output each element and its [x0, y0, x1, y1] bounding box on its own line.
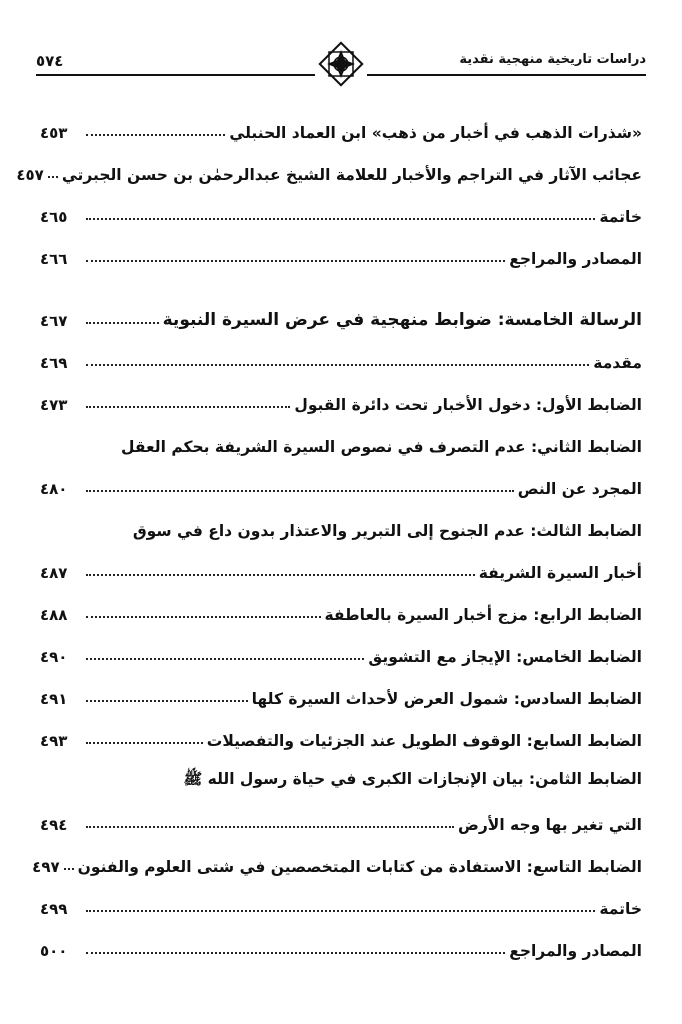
toc-entry-title: مقدمة	[593, 354, 642, 372]
toc-entry[interactable]	[16, 154, 642, 184]
toc-entry-page: ٤٨٠	[40, 480, 68, 498]
toc-entry-title: المصادر والمراجع	[509, 250, 642, 268]
running-title: دراسات تاريخية منهجية نقدية	[459, 52, 646, 67]
toc-entry[interactable]	[40, 594, 642, 624]
dot-leader	[86, 952, 505, 954]
dot-leader	[86, 322, 159, 324]
toc-entry-title: خاتمة	[599, 208, 642, 226]
dot-leader	[86, 490, 514, 492]
toc-entry-page: ٤٦٦	[40, 250, 68, 268]
dot-leader	[86, 574, 475, 576]
toc-entry[interactable]	[40, 720, 642, 750]
dot-leader	[86, 218, 595, 220]
section-gap	[40, 280, 642, 300]
toc-entry-title: الضابط السابع: الوقوف الطويل عند الجزئيات والتفصيلات	[206, 732, 642, 750]
toc-entry-title: الرسالة الخامسة: ضوابط منهجية في عرض السيرة النبوية	[162, 310, 642, 330]
toc-entry-page: ٤٦٩	[40, 354, 68, 372]
toc-entry[interactable]	[40, 678, 642, 708]
toc-entry-page: ٤٥٧	[16, 166, 44, 184]
dot-leader	[86, 616, 321, 618]
toc-entry-page: ٤٩٣	[40, 732, 68, 750]
toc-entry-title: التي تغير بها وجه الأرض	[458, 816, 642, 834]
toc-entry-page: ٤٩١	[40, 690, 68, 708]
page-header	[36, 38, 646, 88]
dot-leader	[86, 700, 248, 702]
dot-leader	[86, 260, 505, 262]
toc-entry-title: الضابط الرابع: مزج أخبار السيرة بالعاطفة	[324, 606, 642, 624]
toc-entry[interactable]	[32, 846, 642, 876]
toc-entry-page: ٤٩٤	[40, 816, 68, 834]
dot-leader	[86, 742, 203, 744]
toc-entry-page: ٤٦٥	[40, 208, 68, 226]
toc-entry-title: خاتمة	[599, 900, 642, 918]
dot-leader	[86, 910, 595, 912]
toc-entry-title: المجرد عن النص	[517, 480, 642, 498]
toc-entry[interactable]	[40, 384, 642, 414]
table-of-contents	[16, 112, 642, 972]
toc-entry[interactable]	[40, 930, 642, 960]
toc-entry[interactable]	[40, 342, 642, 372]
dot-leader	[86, 134, 225, 136]
toc-entry-page: ٤٧٣	[40, 396, 68, 414]
ornament-icon	[315, 38, 367, 90]
toc-entry-page: ٥٠٠	[40, 942, 68, 960]
toc-continuation-line: الضابط الثاني: عدم التصرف في نصوص السيرة الشريفة بحكم العقل	[121, 438, 642, 456]
toc-entry-title: «شذرات الذهب في أخبار من ذهب» ابن العماد الحنبلي	[229, 124, 642, 142]
dot-leader	[48, 176, 58, 178]
dot-leader	[86, 826, 454, 828]
toc-entry-title: الضابط التاسع: الاستفادة من كتابات المتخصصين في شتى العلوم والفنون	[77, 858, 642, 876]
toc-entry[interactable]	[40, 300, 642, 330]
toc-entry[interactable]	[40, 238, 642, 268]
toc-entry-page: ٤٥٣	[40, 124, 68, 142]
dot-leader	[64, 868, 74, 870]
toc-entry[interactable]	[40, 804, 642, 834]
toc-entry-page: ٤٩٠	[40, 648, 68, 666]
toc-entry[interactable]	[40, 196, 642, 226]
toc-continuation-line: الضابط الثالث: عدم الجنوح إلى التبرير والاعتذار بدون داع في سوق	[132, 522, 642, 540]
toc-entry-title: الضابط السادس: شمول العرض لأحداث السيرة كلها	[251, 690, 642, 708]
toc-entry-page: ٤٩٩	[40, 900, 68, 918]
toc-entry[interactable]	[40, 112, 642, 142]
toc-entry-title: عجائب الآثار في التراجم والأخبار للعلامة الشيخ عبدالرحمٰن بن حسن الجبرتي	[61, 166, 642, 184]
toc-entry-title: المصادر والمراجع	[509, 942, 642, 960]
toc-entry-title: الضابط الأول: دخول الأخبار تحت دائرة القبول	[294, 396, 642, 414]
toc-entry-title: أخبار السيرة الشريفة	[478, 564, 642, 582]
toc-entry[interactable]	[40, 552, 642, 582]
toc-continuation-line: الضابط الثامن: بيان الإنجازات الكبرى في حياة رسول الله ﷺ	[183, 770, 642, 788]
page-number: ٥٧٤	[36, 52, 64, 70]
toc-entry-page: ٤٦٧	[40, 312, 68, 330]
dot-leader	[86, 364, 589, 366]
toc-entry-page: ٤٩٧	[32, 858, 60, 876]
toc-entry[interactable]	[40, 888, 642, 918]
dot-leader	[86, 406, 290, 408]
toc-entry-page: ٤٨٧	[40, 564, 68, 582]
toc-entry-title: الضابط الخامس: الإيجاز مع التشويق	[368, 648, 642, 666]
toc-entry[interactable]	[40, 636, 642, 666]
toc-entry-page: ٤٨٨	[40, 606, 68, 624]
toc-entry[interactable]	[40, 468, 642, 498]
dot-leader	[86, 658, 364, 660]
